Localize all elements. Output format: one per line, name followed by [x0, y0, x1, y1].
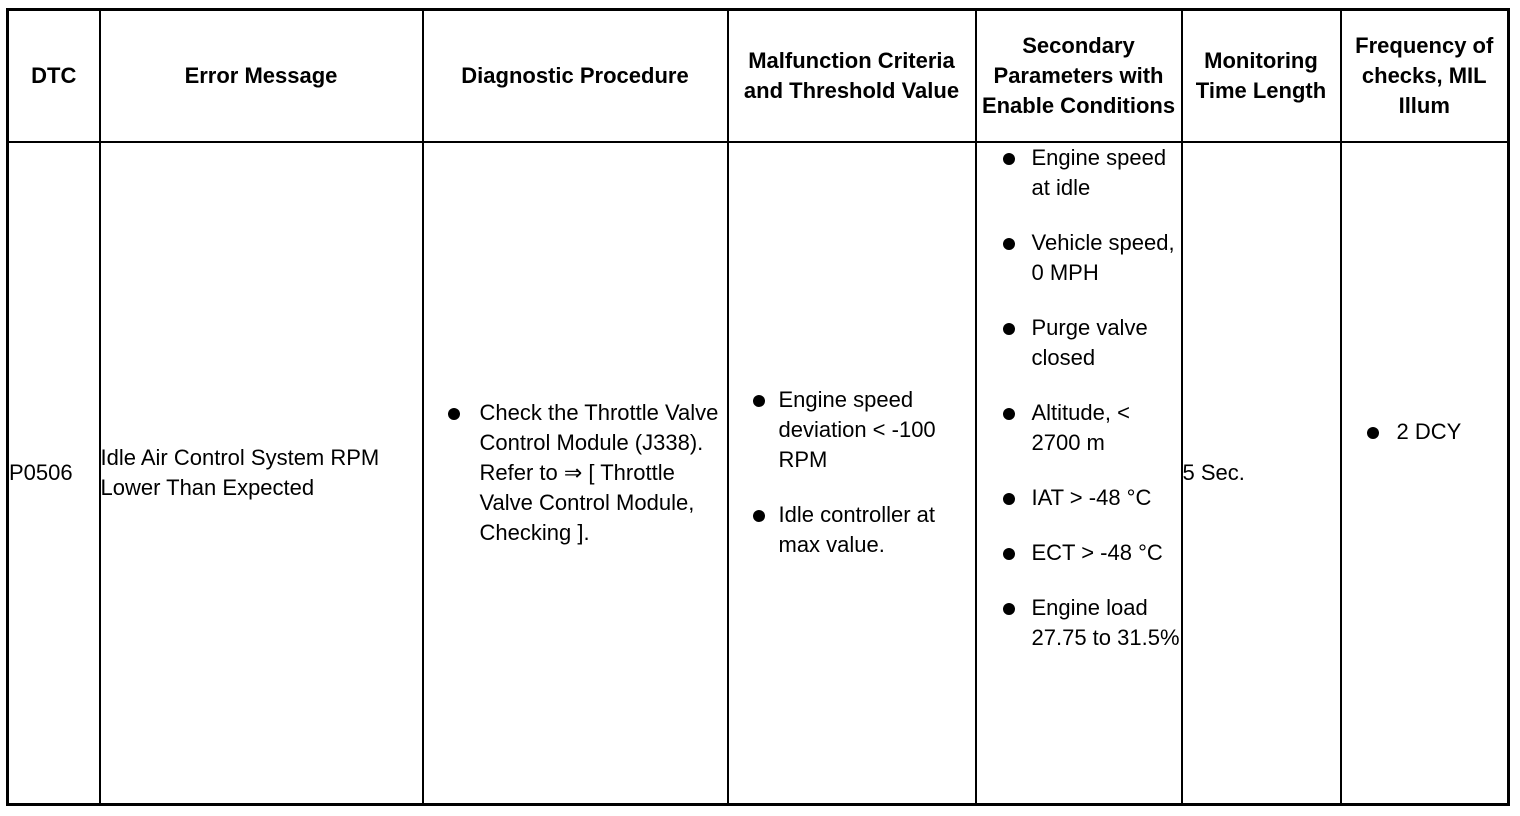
frequency-cell: [1341, 142, 1509, 805]
header-secondary-parameters: Secondary Parameters with Enable Conditions: [976, 10, 1182, 142]
bullet-icon: [1003, 323, 1015, 335]
bullet-text: IAT > -48 °C: [1031, 484, 1152, 510]
bullet-text: Check the Throttle Valve Control Module (J338). Refer to ⇒ [ Throttle Valve Control Module, Checking ].: [479, 399, 719, 545]
bullet-item: [1342, 417, 1508, 447]
bullet-item: [977, 313, 1181, 373]
diagnostic-procedure-list: [424, 398, 727, 548]
bullet-text: Engine speed at idle: [1031, 144, 1167, 200]
header-dtc: DTC: [8, 10, 100, 142]
bullet-item: [729, 385, 975, 475]
bullet-text: 2 DCY: [1396, 418, 1462, 444]
bullet-icon: [1367, 427, 1379, 439]
dtc-code: P0506: [8, 142, 100, 805]
bullet-icon: [1003, 603, 1015, 615]
header-malfunction-criteria: Malfunction Criteria and Threshold Value: [728, 10, 976, 142]
bullet-icon: [1003, 493, 1015, 505]
bullet-icon: [1003, 408, 1015, 420]
bullet-item: [424, 398, 727, 548]
bullet-icon: [448, 408, 460, 420]
bullet-text: Engine speed deviation < -100 RPM: [778, 387, 936, 473]
monitoring-time: 5 Sec.: [1182, 142, 1341, 805]
bullet-item: [977, 538, 1181, 568]
bullet-text: Engine load 27.75 to 31.5%: [1031, 594, 1180, 650]
bullet-item: [977, 483, 1181, 513]
bullet-icon: [1003, 238, 1015, 250]
secondary-parameters-cell: [976, 142, 1182, 805]
bullet-icon: [753, 510, 765, 522]
bullet-icon: [753, 395, 765, 407]
frequency-list: [1342, 417, 1508, 447]
error-message: Idle Air Control System RPM Lower Than Expected: [100, 142, 423, 805]
secondary-parameters-list: [977, 143, 1181, 653]
bullet-icon: [1003, 153, 1015, 165]
malfunction-criteria-cell: [728, 142, 976, 805]
table-row: [8, 142, 1509, 805]
dtc-table: [6, 8, 1510, 806]
header-error-message: Error Message: [100, 10, 423, 142]
bullet-text: Vehicle speed, 0 MPH: [1031, 229, 1175, 285]
bullet-item: [729, 500, 975, 560]
bullet-text: Altitude, < 2700 m: [1031, 399, 1130, 455]
bullet-text: Purge valve closed: [1031, 314, 1148, 370]
header-row: [8, 10, 1509, 142]
bullet-item: [977, 398, 1181, 458]
bullet-text: Idle controller at max value.: [778, 502, 936, 558]
header-frequency: Frequency of checks, MIL Illum: [1341, 10, 1509, 142]
malfunction-criteria-list: [729, 385, 975, 560]
diagnostic-procedure-cell: [423, 142, 728, 805]
bullet-item: [977, 143, 1181, 203]
bullet-icon: [1003, 548, 1015, 560]
bullet-item: [977, 593, 1181, 653]
header-diagnostic-procedure: Diagnostic Procedure: [423, 10, 728, 142]
bullet-text: ECT > -48 °C: [1031, 539, 1163, 565]
bullet-item: [977, 228, 1181, 288]
header-monitoring-time: Monitoring Time Length: [1182, 10, 1341, 142]
